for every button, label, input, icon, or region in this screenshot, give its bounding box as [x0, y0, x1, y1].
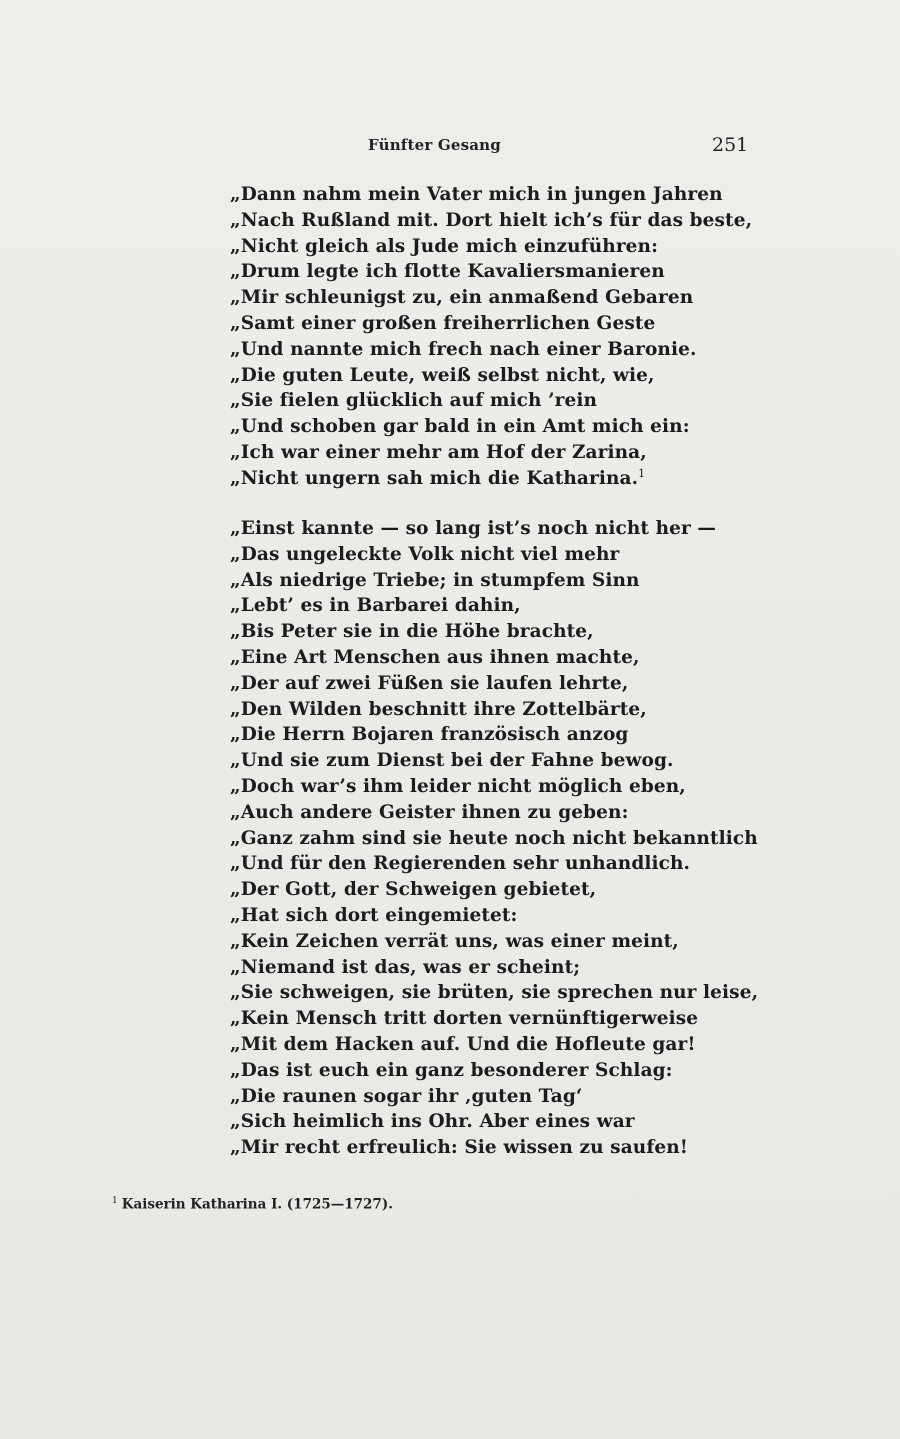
running-title: Fünfter Gesang: [368, 136, 501, 154]
verse-line: „Die raunen sogar ihr ‚guten Tag‘: [230, 1085, 583, 1107]
verse-line: „Der Gott, der Schweigen gebietet,: [230, 879, 597, 901]
verse-line: „Und nannte mich frech nach einer Baronie.: [230, 338, 697, 360]
footnote-reference[interactable]: 1: [638, 466, 646, 480]
footnote: [112, 1196, 393, 1213]
verse-line: „Nach Rußland mit. Dort hielt ich’s für das beste,: [230, 209, 753, 231]
verse-line: „Mit dem Hacken auf. Und die Hofleute gar!: [230, 1033, 696, 1055]
verse-line: „Sich heimlich ins Ohr. Aber eines war: [230, 1111, 635, 1133]
verse-line: „Mir recht erfreulich: Sie wissen zu saufen!: [230, 1137, 689, 1159]
verse-line-text: „Nicht ungern sah mich die Katharina.: [230, 467, 639, 489]
stanza-1: [230, 182, 753, 492]
verse-line: „Eine Art Menschen aus ihnen machte,: [230, 646, 640, 668]
verse-line: „Samt einer großen freiherrlichen Geste: [230, 312, 656, 334]
verse-line: „Die Herrn Bojaren französisch anzog: [230, 724, 629, 746]
verse-line: „Sie fielen glücklich auf mich ’rein: [230, 390, 598, 412]
verse-line: „Bis Peter sie in die Höhe brachte,: [230, 621, 594, 643]
verse-line: „Niemand ist das, was er scheint;: [230, 956, 581, 978]
verse-line: „Als niedrige Triebe; in stumpfem Sinn: [230, 569, 640, 591]
verse-line: „Und sie zum Dienst bei der Fahne bewog.: [230, 750, 674, 772]
verse-line-with-footnote: [230, 466, 710, 492]
verse-line: „Drum legte ich flotte Kavaliersmanieren: [230, 261, 665, 283]
verse-line: „Mir schleunigst zu, ein anmaßend Gebaren: [230, 287, 694, 309]
verse-line: „Hat sich dort eingemietet:: [230, 904, 518, 926]
verse-line: „Einst kannte — so lang ist’s noch nicht her —: [230, 518, 716, 539]
verse-line: „Dann nahm mein Vater mich in jungen Jahren: [230, 184, 723, 205]
page-header: [0, 134, 900, 160]
page-number: 251: [712, 134, 749, 156]
verse-line: „Kein Zeichen verrät uns, was einer meint,: [230, 930, 679, 952]
verse-line: „Die guten Leute, weiß selbst nicht, wie,: [230, 364, 655, 386]
stanza-2: [230, 516, 759, 1161]
verse-line: „Und schoben gar bald in ein Amt mich ein:: [230, 416, 690, 438]
verse-line: „Das ungeleckte Volk nicht viel mehr: [230, 543, 620, 565]
verse-line: „Der auf zwei Füßen sie laufen lehrte,: [230, 672, 629, 694]
verse-line: „Den Wilden beschnitt ihre Zottelbärte,: [230, 698, 647, 720]
verse-line: „Sie schweigen, sie brüten, sie sprechen nur leise,: [230, 982, 759, 1004]
verse-line: „Das ist euch ein ganz besonderer Schlag:: [230, 1059, 673, 1081]
verse-line: „Ganz zahm sind sie heute noch nicht bekanntlich: [230, 827, 758, 849]
footnote-number: 1: [112, 1196, 118, 1206]
verse-line: „Lebt’ es in Barbarei dahin,: [230, 595, 521, 617]
verse-line: „Und für den Regierenden sehr unhandlich.: [230, 853, 691, 875]
footnote-text: Kaiserin Katharina I. (1725—1727).: [121, 1196, 393, 1213]
verse-line: „Ich war einer mehr am Hof der Zarina,: [230, 441, 647, 463]
verse-line: „Doch war’s ihm leider nicht möglich eben,: [230, 775, 686, 797]
verse-line: „Kein Mensch tritt dorten vernünftigerweise: [230, 1008, 699, 1030]
verse-line: „Nicht gleich als Jude mich einzuführen:: [230, 235, 659, 257]
verse-line: „Auch andere Geister ihnen zu geben:: [230, 801, 629, 823]
